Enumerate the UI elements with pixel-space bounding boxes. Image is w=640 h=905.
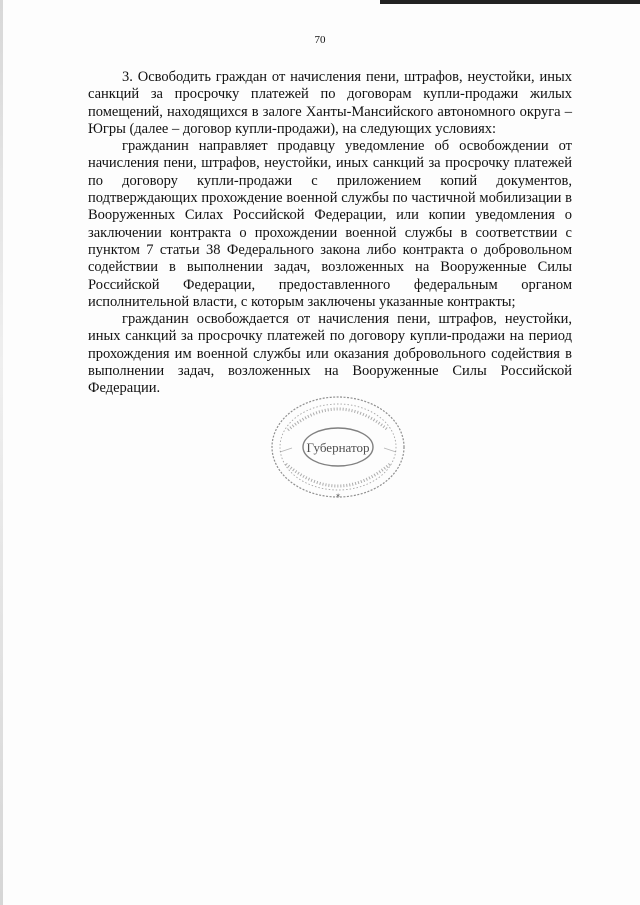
document-body: [88, 69, 572, 398]
page-number: 70: [314, 34, 326, 46]
paragraph-3: гражданин освобождается от начисления пени, штрафов, неустойки, иных санкций за просрочку платежей по договору купли-продажи на период прохождения им военной службы или оказания добровольного содействия в выполнении задач, возложенных на Вооруженные Силы Российской Федерации.: [88, 311, 572, 397]
paragraph-1: 3. Освободить граждан от начисления пени, штрафов, неустойки, иных санкций за просрочку платежей по договорам купли-продажи жилых помещений, находящихся в залоге Ханты-Мансийского автономного округа – Югры (далее – договор купли-продажи), на следующих условиях:: [88, 69, 572, 137]
scan-top-edge: [380, 0, 640, 4]
seal-star-icon: ✶: [335, 492, 341, 500]
official-seal: [266, 390, 410, 504]
scan-left-edge: [0, 0, 3, 905]
paragraph-2: гражданин направляет продавцу уведомление об освобождении от начисления пени, штрафов, неустойки, иных санкций за просрочку платежей по договору купли-продажи с приложением копий документов, подтверждающих прохождение военной службы по частичной мобилизации в Вооруженных Силах Российской Федерации, или копии уведомления о заключении контракта о прохождении военной службы в соответствии с пунктом 7 статьи 38 Федерального закона либо контракта о добровольном содействии в выполнении задач, возложенных на Вооруженные Силы Российской Федерации, предоставленного федеральным органом исполнительной власти, с которым заключены указанные контракты;: [88, 138, 572, 310]
seal-center-text: Губернатор: [306, 440, 370, 455]
